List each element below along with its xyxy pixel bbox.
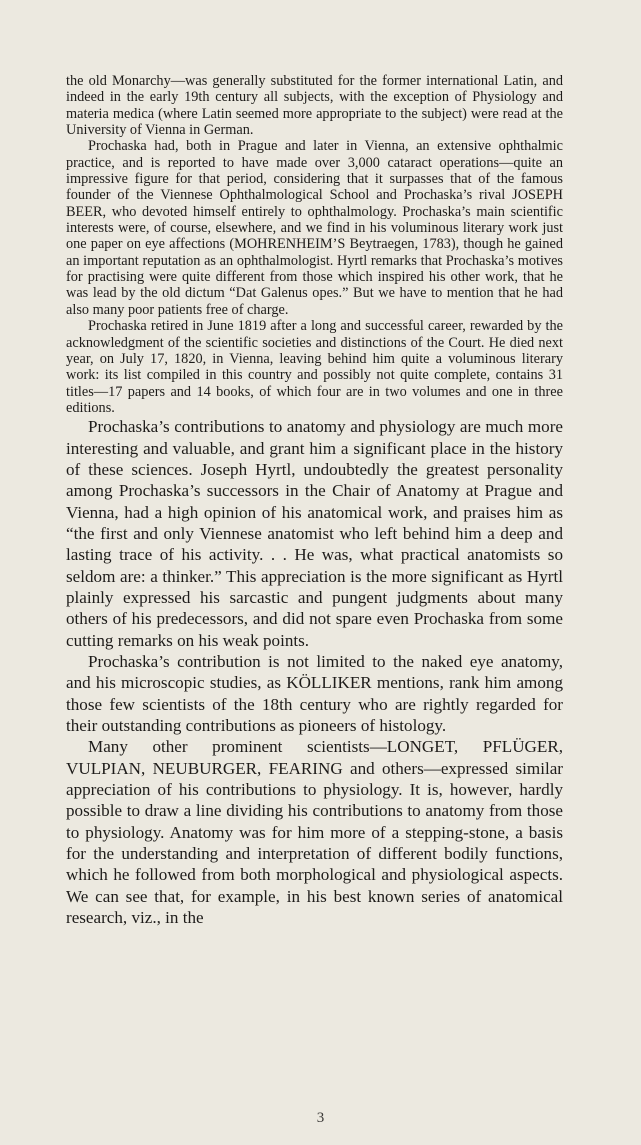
paragraph-retirement: Prochaska retired in June 1819 after a long and successful career, rewarded by the acknowledgment of the scientific societies and distinctions of the Court. He died next year, on July 17, 1820, in Vienna, leaving behind him quite a voluminous literary work: its list compiled in this country and possibly not quite complete, contains 31 titles—17 papers and 14 books, of which four are in two volumes and one in three editions. [66, 318, 563, 416]
paragraph-microscopic-studies: Prochaska’s contribution is not limited to the naked eye anatomy, and his microscopic studies, as KÖLLIKER mentions, rank him among those few scientists of the 18th century who are rightly regarded for their outstanding contributions as pioneers of histology. [66, 652, 563, 736]
paragraph-ophthalmic-practice: Prochaska had, both in Prague and later in Vienna, an extensive ophthalmic practice, and is reported to have made over 3,000 cataract operations—quite an impressive figure for that period, considering that it surpasses that of the famous founder of the Viennese Ophthalmological School and Prochaska’s rival JOSEPH BEER, who devoted himself entirely to ophthalmology. Prochaska’s main scientific interests were, of course, elsewhere, and we find in his voluminous literary work just one paper on eye affections (MOHRENHEIM’S Beytraegen, 1783), though he gained an important reputation as an ophthalmologist. Hyrtl remarks that Prochaska’s motives for practising were quite different from those which inspired his other work, that he was lead by the old dictum “Dat Galenus opes.” But we have to mention that he had also many poor patients free of charge. [66, 138, 563, 318]
page-number: 3 [316, 1110, 325, 1126]
page-body [66, 73, 563, 928]
paragraph-other-scientists: Many other prominent scientists—LONGET, PFLÜGER, VULPIAN, NEUBURGER, FEARING and others—expressed similar appreciation of his contributions to physiology. It is, however, hardly possible to draw a line dividing his contributions to anatomy from those to physiology. Anatomy was for him more of a stepping-stone, a basis for the understanding and interpretation of different bodily functions, which he followed from both morphological and physiological aspects. We can see that, for example, in his best known series of anatomical research, viz., in the [66, 737, 563, 928]
paragraph-old-monarchy: the old Monarchy—was generally substituted for the former international Latin, and indeed in the early 19th century all subjects, with the exception of Physiology and materia medica (where Latin seemed more appropriate to the subject) were read at the University of Vienna in German. [66, 73, 563, 139]
paragraph-contributions: Prochaska’s contributions to anatomy and physiology are much more interesting and valuable, and grant him a significant place in the history of these sciences. Joseph Hyrtl, undoubtedly the greatest personality among Prochaska’s successors in the Chair of Anatomy at Prague and Vienna, had a high opinion of his anatomical work, and praises him as “the first and only Viennese anatomist who left behind him a deep and lasting trace of his activity. . . He was, what practical anatomists so seldom are: a thinker.” This appreciation is the more significant as Hyrtl plainly expressed his sarcastic and pungent judgments about many others of his predecessors, and did not spare even Prochaska from some cutting remarks on his weak points. [66, 417, 563, 650]
